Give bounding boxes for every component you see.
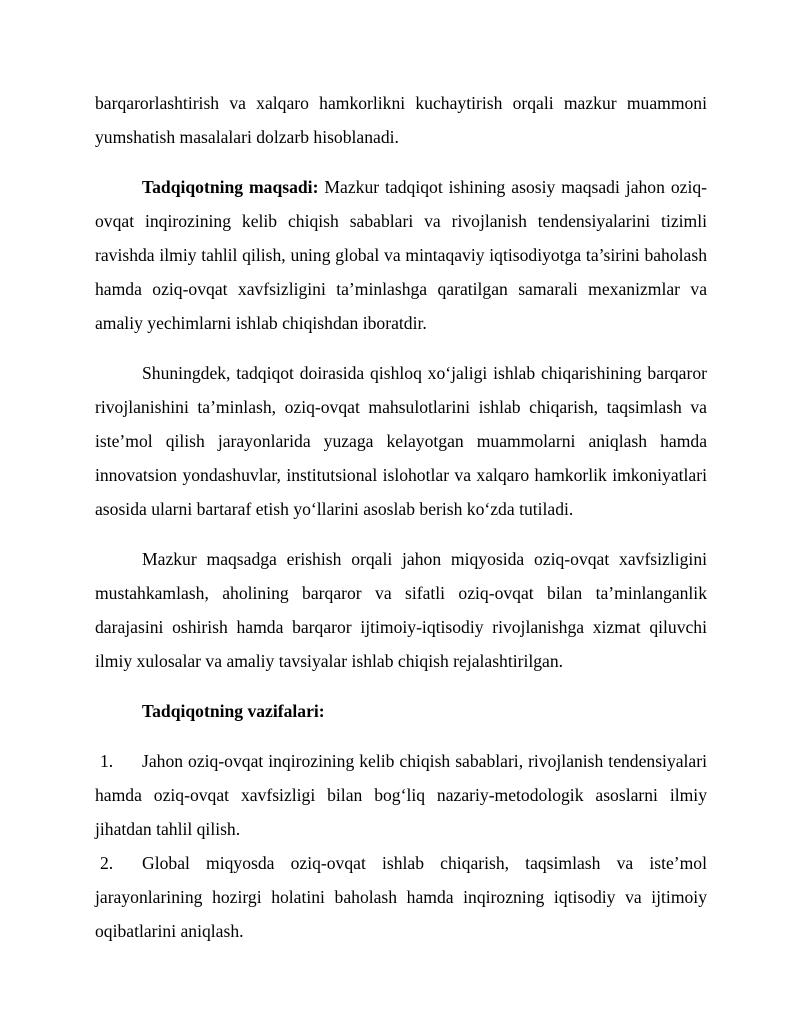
goal-heading: Tadqiqotning maqsadi: — [142, 177, 319, 197]
tasks-heading: Tadqiqotning vazifalari: — [142, 701, 325, 721]
task-item — [95, 846, 707, 948]
paragraph-goal — [95, 170, 707, 340]
task-number: 2. — [100, 853, 114, 873]
paragraph-additional: Shuningdek, tadqiqot doirasida qishloq xo‘jaligi ishlab chiqarishining barqaror rivojlanishini ta’minlash, oziq-ovqat mahsulotlarini ishlab chiqarish, taqsimlash va iste’mol qilish jarayonlarida yuzaga kelayotgan muammolarni aniqlash hamda innovatsion yondashuvlar, institutsional islohotlar va xalqaro hamkorlik imkoniyatlari asosida ularni bartaraf etish yo‘llarini asoslab berish ko‘zda tutiladi. — [95, 363, 707, 519]
paragraph-outcome: Mazkur maqsadga erishish orqali jahon miqyosida oziq-ovqat xavfsizligini mustahkamlash, aholining barqaror va sifatli oziq-ovqat bilan ta’minlanganlik darajasini oshirish hamda barqaror ijtimoiy-iqtisodiy rivojlanishga xizmat qiluvchi ilmiy xulosalar va amaliy tavsiyalar ishlab chiqish rejalashtirilgan. — [95, 549, 707, 671]
task-item — [95, 744, 707, 846]
task-text: Jahon oziq-ovqat inqirozining kelib chiqish sabablari, rivojlanish tendensiyalari hamda oziq-ovqat xavfsizligi bilan bog‘liq nazariy-metodologik asoslarni ilmiy jihatdan tahlil qilish. — [95, 751, 707, 839]
task-text: Global miqyosda oziq-ovqat ishlab chiqarish, taqsimlash va iste’mol jarayonlarining hozirgi holatini baholash hamda inqirozning iqtisodiy va ijtimoiy oqibatlarini aniqlash. — [95, 853, 707, 941]
task-number: 1. — [100, 751, 114, 771]
goal-text: Mazkur tadqiqot ishining asosiy maqsadi jahon oziq-ovqat inqirozining kelib chiqish sabablari va rivojlanish tendensiyalarini tizimli ravishda ilmiy tahlil qilish, uning global va mintaqaviy iqtisodiyotga ta’sirini baholash hamda oziq-ovqat xavfsizligini ta’minlashga qaratilgan samarali mexanizmlar va amaliy yechimlarni ishlab chiqishdan iboratdir. — [95, 177, 707, 333]
document-body — [95, 86, 707, 948]
paragraph-intro-continuation: barqarorlashtirish va xalqaro hamkorlikni kuchaytirish orqali mazkur muammoni yumshatish masalalari dolzarb hisoblanadi. — [95, 93, 707, 147]
